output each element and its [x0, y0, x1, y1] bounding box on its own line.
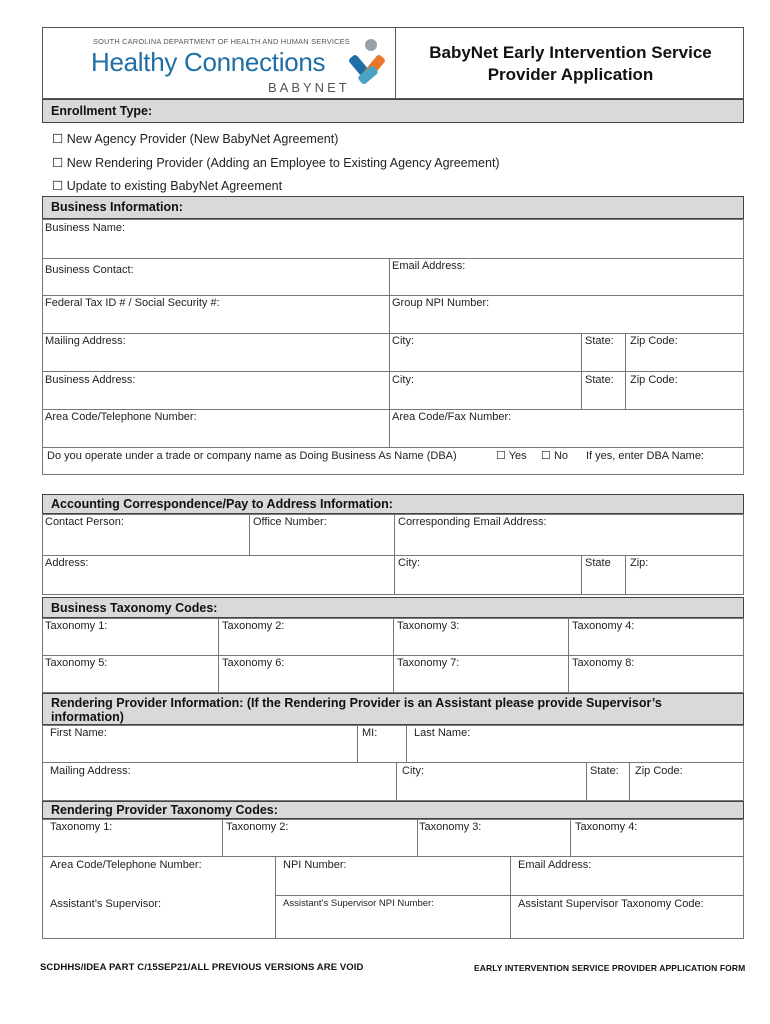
checkbox-icon[interactable]: ☐ — [52, 156, 64, 170]
form-title-line1: BabyNet Early Intervention Service — [429, 43, 712, 62]
business-state-field[interactable]: State: — [585, 374, 614, 386]
agency-line: SOUTH CAROLINA DEPARTMENT OF HEALTH AND HUMAN SERVICES — [93, 37, 350, 46]
accounting-address-field[interactable]: Address: — [45, 557, 89, 569]
checkbox-icon[interactable]: ☐ — [496, 450, 506, 462]
footer-left: SCDHHS/IDEA PART C/15SEP21/ALL PREVIOUS VERSIONS ARE VOID — [40, 962, 364, 973]
rendering-taxonomy-header: Rendering Provider Taxonomy Codes: — [42, 801, 744, 819]
supervisor-npi-field[interactable]: Assistant’s Supervisor NPI Number: — [283, 898, 434, 909]
checkbox-icon[interactable]: ☐ — [52, 179, 64, 193]
option-label: Update to existing BabyNet Agreement — [66, 179, 283, 193]
babynet-logo-icon — [349, 38, 389, 90]
header-box — [42, 27, 744, 99]
taxonomy-6-field[interactable]: Taxonomy 6: — [222, 657, 285, 669]
taxonomy-5-field[interactable]: Taxonomy 5: — [45, 657, 108, 669]
dba-name-field[interactable]: If yes, enter DBA Name: — [586, 450, 704, 462]
dba-question: Do you operate under a trade or company name as Doing Business As Name (DBA) — [47, 450, 457, 462]
last-name-field[interactable]: Last Name: — [414, 727, 471, 739]
business-city-field[interactable]: City: — [392, 374, 414, 386]
mailing-city-field[interactable]: City: — [392, 335, 414, 347]
first-name-field[interactable]: First Name: — [50, 727, 107, 739]
rendering-npi-field[interactable]: NPI Number: — [283, 859, 347, 871]
contact-person-field[interactable]: Contact Person: — [45, 516, 124, 528]
rendering-email-field[interactable]: Email Address: — [518, 859, 592, 871]
rendering-taxonomy-3-field[interactable]: Taxonomy 3: — [419, 821, 482, 833]
business-header: Business Information: — [42, 196, 744, 219]
group-npi-field[interactable]: Group NPI Number: — [392, 297, 490, 309]
enrollment-option-new-agency[interactable] — [52, 131, 338, 146]
business-address-field[interactable]: Business Address: — [45, 374, 136, 386]
logo-sub: BABYNET — [268, 80, 350, 95]
phone-field[interactable]: Area Code/Telephone Number: — [45, 411, 197, 423]
business-contact-field[interactable]: Business Contact: — [45, 264, 134, 276]
dba-yes-checkbox[interactable] — [496, 449, 527, 462]
checkbox-icon[interactable]: ☐ — [52, 132, 64, 146]
rendering-taxonomy-4-field[interactable]: Taxonomy 4: — [575, 821, 638, 833]
rendering-taxonomy-2-field[interactable]: Taxonomy 2: — [226, 821, 289, 833]
rendering-header — [42, 693, 744, 725]
rendering-city-field[interactable]: City: — [402, 765, 424, 777]
accounting-city-field[interactable]: City: — [398, 557, 420, 569]
email-field[interactable]: Email Address: — [392, 260, 466, 272]
business-name-field[interactable]: Business Name: — [45, 222, 126, 234]
rendering-zip-field[interactable]: Zip Code: — [635, 765, 683, 777]
supervisor-field[interactable]: Assistant’s Supervisor: — [50, 898, 162, 910]
mailing-state-field[interactable]: State: — [585, 335, 614, 347]
taxonomy-2-field[interactable]: Taxonomy 2: — [222, 620, 285, 632]
rendering-header-line1: Rendering Provider Information: (If the Rendering Provider is an Assistant please provide Supervisor’s — [51, 696, 662, 710]
taxonomy-1-field[interactable]: Taxonomy 1: — [45, 620, 108, 632]
accounting-header: Accounting Correspondence/Pay to Address Information: — [42, 494, 744, 514]
rendering-state-field[interactable]: State: — [590, 765, 619, 777]
form-title — [396, 42, 745, 86]
enrollment-header: Enrollment Type: — [42, 99, 744, 123]
accounting-state-field[interactable]: State — [585, 557, 611, 569]
corresponding-email-field[interactable]: Corresponding Email Address: — [398, 516, 547, 528]
business-zip-field[interactable]: Zip Code: — [630, 374, 678, 386]
taxonomy-3-field[interactable]: Taxonomy 3: — [397, 620, 460, 632]
footer-right: EARLY INTERVENTION SERVICE PROVIDER APPLICATION FORM — [474, 963, 746, 973]
option-label: New Agency Provider (New BabyNet Agreement) — [66, 132, 339, 146]
mailing-address-field[interactable]: Mailing Address: — [45, 335, 126, 347]
taxonomy-7-field[interactable]: Taxonomy 7: — [397, 657, 460, 669]
form-title-line2: Provider Application — [487, 65, 654, 84]
enrollment-option-new-rendering[interactable] — [52, 155, 500, 170]
supervisor-taxonomy-field[interactable]: Assistant Supervisor Taxonomy Code: — [518, 898, 704, 910]
option-label: New Rendering Provider (Adding an Employee to Existing Agency Agreement) — [66, 156, 500, 170]
accounting-zip-field[interactable]: Zip: — [630, 557, 649, 569]
mi-field[interactable]: MI: — [362, 727, 378, 739]
taxonomy-4-field[interactable]: Taxonomy 4: — [572, 620, 635, 632]
tax-id-field[interactable]: Federal Tax ID # / Social Security #: — [45, 297, 220, 309]
mailing-zip-field[interactable]: Zip Code: — [630, 335, 678, 347]
enrollment-option-update[interactable] — [52, 178, 282, 193]
logo-main: Healthy Connections — [91, 47, 326, 77]
taxonomy-8-field[interactable]: Taxonomy 8: — [572, 657, 635, 669]
taxonomy-header: Business Taxonomy Codes: — [42, 597, 744, 618]
yes-label: Yes — [508, 450, 527, 462]
rendering-frame — [42, 725, 744, 801]
dba-no-checkbox[interactable] — [541, 449, 568, 462]
checkbox-icon[interactable]: ☐ — [541, 450, 551, 462]
rendering-taxonomy-1-field[interactable]: Taxonomy 1: — [50, 821, 113, 833]
fax-field[interactable]: Area Code/Fax Number: — [392, 411, 512, 423]
office-number-field[interactable]: Office Number: — [253, 516, 327, 528]
no-label: No — [553, 450, 568, 462]
rendering-phone-field[interactable]: Area Code/Telephone Number: — [50, 859, 202, 871]
rendering-mailing-field[interactable]: Mailing Address: — [50, 765, 131, 777]
rendering-header-line2: information) — [51, 710, 124, 724]
rendering-taxonomy-frame — [42, 819, 744, 939]
